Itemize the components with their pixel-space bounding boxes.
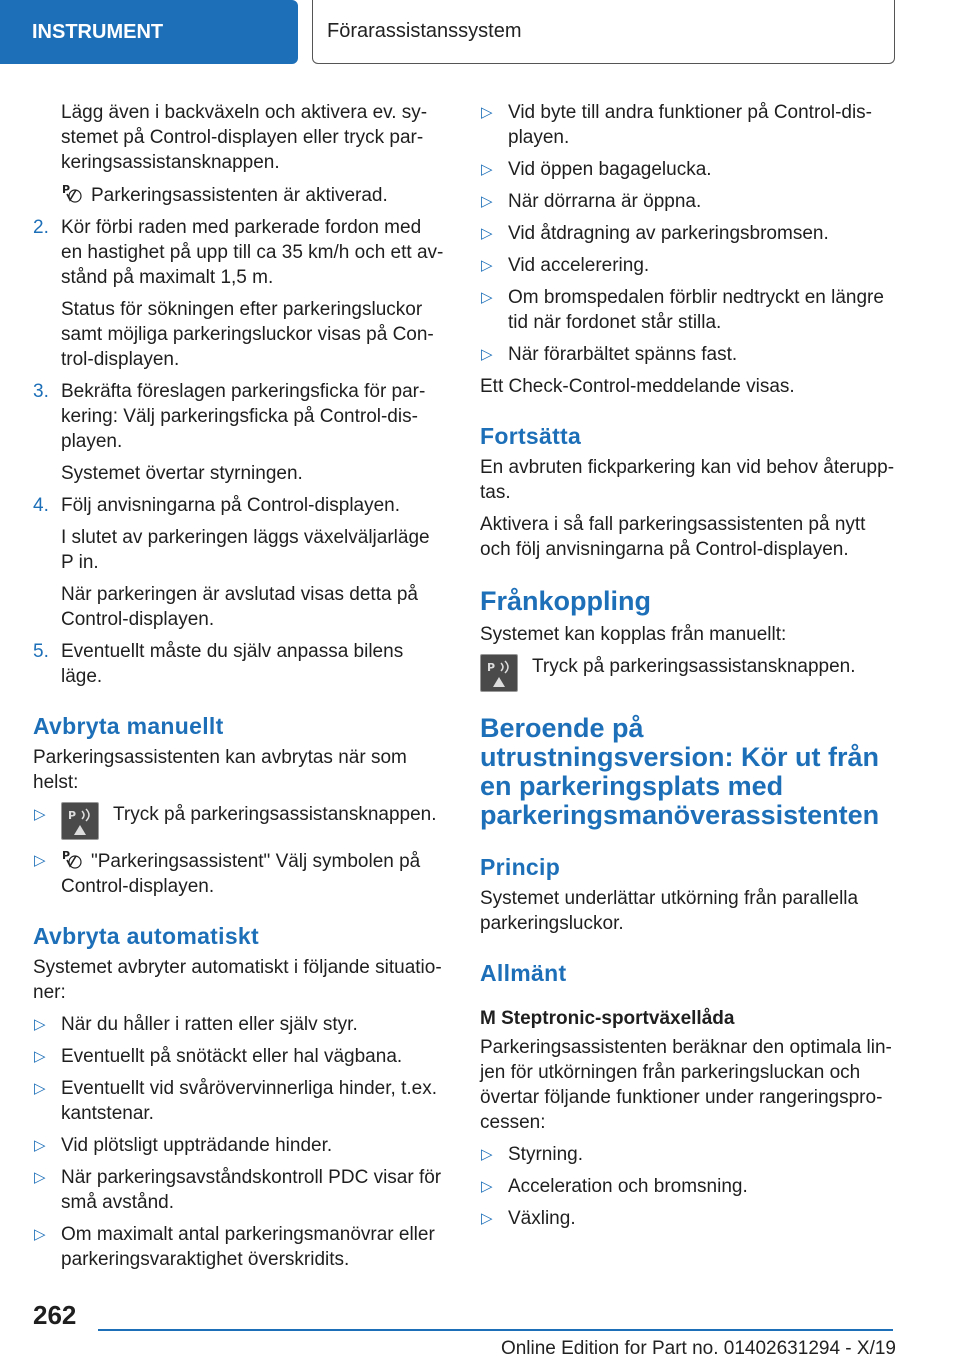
continue-p2: Aktivera i så fall parkeringsassistenten på nytt och följ anvisningarna på Control-displayen.: [480, 514, 866, 560]
list-item-text: Om bromspedalen förblir nedtryckt en längre tid när fordonet står stilla.: [508, 287, 884, 333]
svg-text:P: P: [68, 809, 77, 822]
chapter-tab: Förarassistanssystem: [312, 0, 895, 64]
edition-text: Online Edition for Part no. 01402631294 - X/19: [500, 1338, 896, 1359]
triangle-bullet-icon: ▷: [34, 1169, 46, 1186]
step-text: Bekräfta föreslagen parkeringsficka för par-kering: Välj parkeringsficka på Control-dis-playen.: [61, 381, 426, 452]
list-item: [33, 1012, 447, 1037]
list-item-text: Eventuellt vid svårövervinnerliga hinder, t.ex. kantstenar.: [61, 1078, 437, 1124]
parking-assist-button-icon: [61, 802, 99, 840]
triangle-bullet-icon: ▷: [34, 1048, 46, 1065]
list-item-text: Styrning.: [508, 1144, 583, 1165]
intro-status: [33, 182, 447, 208]
list-item: [480, 221, 898, 246]
page-number: 262: [33, 1300, 77, 1330]
triangle-bullet-icon: ▷: [481, 289, 493, 306]
step-number: 5.: [33, 641, 49, 662]
list-item: [480, 1206, 898, 1231]
triangle-bullet-icon: ▷: [481, 1178, 493, 1195]
list-item: [480, 1142, 898, 1167]
step-number: 2.: [33, 217, 49, 238]
list-item-text: När parkeringsavståndskontroll PDC visar för små avstånd.: [61, 1167, 442, 1213]
triangle-bullet-icon: ▷: [481, 161, 493, 178]
list-item-text: När dörrarna är öppna.: [508, 191, 702, 212]
step-text: Eventuellt måste du själv anpassa bilens läge.: [61, 641, 404, 687]
cancel-auto-intro: Systemet avbryter automatiskt i följande situatio-ner:: [33, 957, 442, 1003]
right-column: [480, 100, 898, 1238]
list-item-text: När förarbältet spänns fast.: [508, 344, 738, 365]
triangle-bullet-icon: ▷: [34, 1226, 46, 1243]
triangle-bullet-icon: ▷: [481, 257, 493, 274]
heading-disconnect: Frånkoppling: [480, 586, 651, 616]
button-row: [480, 654, 898, 692]
footer-divider: [98, 1329, 893, 1331]
heading-cancel-manual: Avbryta manuellt: [33, 713, 224, 739]
left-column: [33, 100, 447, 1279]
list-item-text: "Parkeringsassistent" Välj symbolen på: [91, 851, 421, 872]
step-subtext: Systemet övertar styrningen.: [61, 463, 303, 484]
triangle-bullet-icon: ▷: [481, 225, 493, 242]
triangle-bullet-icon: ▷: [481, 1210, 493, 1227]
list-item: [33, 1044, 447, 1069]
parking-assistant-icon: [61, 182, 85, 206]
list-item-text: Vid öppen bagagelucka.: [508, 159, 712, 180]
list-item-text: Vid plötsligt uppträdande hinder.: [61, 1135, 333, 1156]
step-5: [33, 639, 447, 689]
continue-p1: En avbruten fickparkering kan vid behov återupp-tas.: [480, 457, 895, 503]
list-item: [33, 1165, 447, 1215]
step-3: [33, 379, 447, 486]
list-item-text: Acceleration och bromsning.: [508, 1176, 748, 1197]
list-item: [33, 1222, 447, 1272]
heading-equipment: Beroende på utrustningsversion: Kör ut från en parkeringsplats med parkeringsmanöverassistenten: [480, 713, 880, 830]
step-subtext: Status för sökningen efter parkeringsluckor samt möjliga parkeringsluckor visas på Con-trol-displayen.: [61, 299, 434, 370]
principle-p1: Systemet underlättar utkörning från parallella parkeringsluckor.: [480, 888, 859, 934]
triangle-bullet-icon: ▷: [481, 346, 493, 363]
list-item-text-cont: Control-displayen.: [61, 876, 215, 897]
disconnect-p1: Systemet kan kopplas från manuellt:: [480, 624, 787, 645]
list-item: [33, 848, 447, 899]
check-control-text: Ett Check-Control-meddelande visas.: [480, 376, 795, 397]
subheading-steptronic: M Steptronic-sportväxellåda: [480, 1008, 735, 1029]
list-item: [33, 802, 447, 840]
triangle-bullet-icon: ▷: [481, 193, 493, 210]
list-item: [480, 285, 898, 335]
section-tab: INSTRUMENT: [0, 0, 298, 64]
step-text: Följ anvisningarna på Control-displayen.: [61, 495, 401, 516]
list-item: [480, 189, 898, 214]
triangle-bullet-icon: ▷: [481, 1146, 493, 1163]
triangle-bullet-icon: ▷: [34, 806, 46, 823]
list-item: [480, 1174, 898, 1199]
page-header: [0, 0, 960, 66]
triangle-bullet-icon: ▷: [34, 1137, 46, 1154]
intro-status-text: Parkeringsassistenten är aktiverad.: [91, 185, 388, 206]
parking-assistant-icon: [61, 848, 85, 872]
heading-cancel-auto: Avbryta automatiskt: [33, 923, 259, 949]
list-item-text: Vid åtdragning av parkeringsbromsen.: [508, 223, 829, 244]
list-item-text: När du håller i ratten eller själv styr.: [61, 1014, 358, 1035]
list-item-text: Vid accelerering.: [508, 255, 650, 276]
triangle-bullet-icon: ▷: [34, 852, 46, 869]
heading-general: Allmänt: [480, 960, 567, 986]
step-subtext: När parkeringen är avslutad visas detta på Control-displayen.: [61, 584, 418, 630]
cancel-manual-intro: Parkeringsassistenten kan avbrytas när som helst:: [33, 747, 407, 793]
step-2: [33, 215, 447, 372]
parking-assist-button-icon: [480, 654, 518, 692]
list-item: [33, 1076, 447, 1126]
heading-principle: Princip: [480, 854, 561, 880]
step-text: Kör förbi raden med parkerade fordon med en hastighet på upp till ca 35 km/h och ett av-stånd på maximalt 1,5 m.: [61, 217, 444, 288]
svg-text:P: P: [62, 183, 71, 196]
list-item-text: Eventuellt på snötäckt eller hal vägbana.: [61, 1046, 403, 1067]
step-4: [33, 493, 447, 632]
svg-text:P: P: [487, 661, 496, 674]
triangle-bullet-icon: ▷: [34, 1016, 46, 1033]
disconnect-button-text: Tryck på parkeringsassistansknappen.: [532, 656, 856, 677]
list-item: [33, 1133, 447, 1158]
triangle-bullet-icon: ▷: [481, 104, 493, 121]
list-item-text: Om maximalt antal parkeringsmanövrar eller parkeringsvaraktighet överskridits.: [61, 1224, 435, 1270]
list-item: [480, 253, 898, 278]
list-item-text: Växling.: [508, 1208, 576, 1229]
step-number: 4.: [33, 495, 49, 516]
list-item: [480, 100, 898, 150]
list-item-text: Vid byte till andra funktioner på Control-dis-playen.: [508, 102, 873, 148]
step-subtext: I slutet av parkeringen läggs växelväljarläge P in.: [61, 527, 430, 573]
intro-text: Lägg även i backväxeln och aktivera ev. sy-stemet på Control-displayen eller tryck par-keringsassistansknappen.: [61, 102, 428, 173]
triangle-bullet-icon: ▷: [34, 1080, 46, 1097]
list-item-text: Tryck på parkeringsassistansknappen.: [113, 804, 437, 825]
svg-text:P: P: [62, 849, 71, 862]
heading-continue: Fortsätta: [480, 423, 582, 449]
list-item: [480, 157, 898, 182]
button-row: [61, 802, 447, 840]
general-p1: Parkeringsassistenten beräknar den optimala lin-jen för utkörningen från parkeringsluckan och övertar följande funktioner under rangeringspro-cessen:: [480, 1037, 892, 1133]
step-number: 3.: [33, 381, 49, 402]
list-item: [480, 342, 898, 367]
